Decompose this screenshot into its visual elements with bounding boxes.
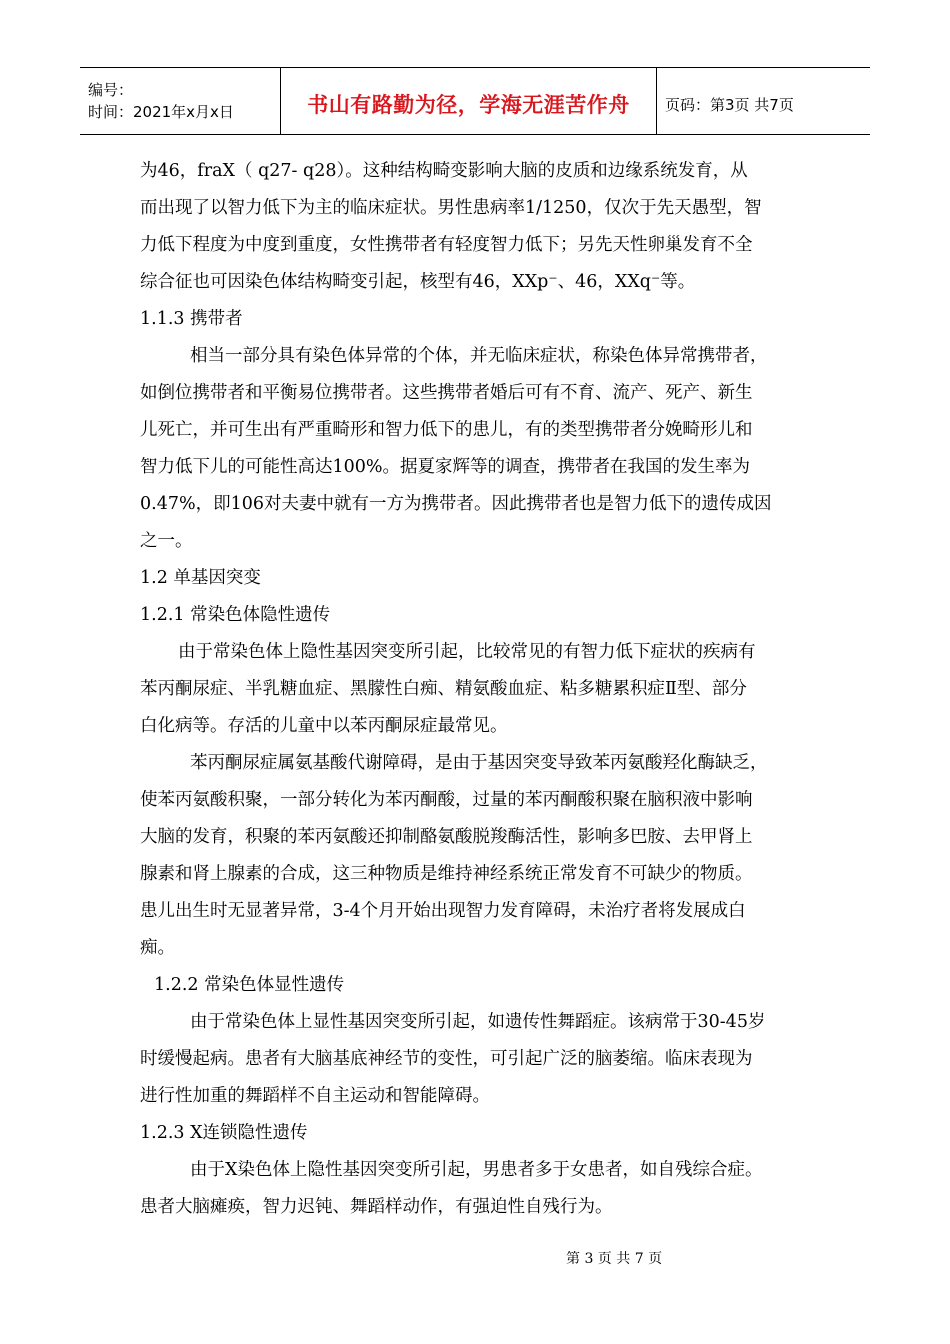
text-line: 1.2.3 X连锁隐性遗传 (140, 1123, 308, 1143)
text-line: 白化病等。存活的儿童中以苯丙酮尿症最常见。 (140, 716, 508, 736)
page-header (80, 67, 870, 135)
text-line: 使苯丙氨酸积聚，一部分转化为苯丙酮酸，过量的苯丙酮酸积聚在脑积液中影响 (140, 790, 753, 810)
text-line: 为46，fraX（ q27- q28）。这种结构畸变影响大脑的皮质和边缘系统发育，从 (140, 161, 748, 181)
text-line: 儿死亡，并可生出有严重畸形和智力低下的患儿，有的类型携带者分娩畸形儿和 (140, 420, 753, 440)
text-line: 患儿出生时无显著异常，3-4个月开始出现智力发育障碍，未治疗者将发展成白 (140, 901, 746, 921)
number-label: 编号： (88, 81, 134, 99)
page-info-text: 页码：第3页 共7页 (665, 95, 794, 114)
footer-page-number: 第 3 页 共 7 页 (566, 1251, 663, 1267)
text-line: 相当一部分具有染色体异常的个体，并无临床症状，称染色体异常携带者， (190, 346, 768, 366)
text-line: 苯丙酮尿症、半乳糖血症、黑朦性白痴、精氨酸血症、粘多糖累积症Ⅱ型、部分 (140, 679, 747, 699)
text-line: 进行性加重的舞蹈样不自主运动和智能障碍。 (140, 1086, 490, 1106)
text-line: 1.2.1 常染色体隐性遗传 (140, 605, 331, 625)
text-line: 力低下程度为中度到重度，女性携带者有轻度智力低下；另先天性卵巢发育不全 (140, 235, 753, 255)
text-line: 由于常染色体上显性基因突变所引起，如遗传性舞蹈症。该病常于30-45岁 (190, 1012, 766, 1032)
text-line: 智力低下儿的可能性高达100%。据夏家辉等的调查，携带者在我国的发生率为 (140, 457, 751, 477)
header-motto (281, 68, 657, 134)
text-line: 综合征也可因染色体结构畸变引起，核型有46，XXp⁻、46，XXq⁻等。 (140, 272, 696, 292)
text-line: 1.2 单基因突变 (140, 568, 261, 588)
time-label: 时间：2021年x月x日 (88, 103, 234, 121)
header-page-info (657, 68, 870, 134)
text-line: 1.1.3 携带者 (140, 309, 243, 329)
text-line: 痴。 (140, 938, 175, 958)
text-line: 如倒位携带者和平衡易位携带者。这些携带者婚后可有不育、流产、死产、新生 (140, 383, 753, 403)
text-line: 患者大脑瘫痪，智力迟钝、舞蹈样动作，有强迫性自残行为。 (140, 1197, 613, 1217)
text-line: 苯丙酮尿症属氨基酸代谢障碍，是由于基因突变导致苯丙氨酸羟化酶缺乏， (190, 753, 768, 773)
header-meta (80, 68, 281, 134)
document-body (140, 153, 840, 1226)
text-line: 而出现了以智力低下为主的临床症状。男性患病率1/1250，仅次于先天愚型，智 (140, 198, 762, 218)
text-line: 之一。 (140, 531, 193, 551)
text-line: 大脑的发育，积聚的苯丙氨酸还抑制酪氨酸脱羧酶活性，影响多巴胺、去甲肾上 (140, 827, 753, 847)
text-line: 由于X染色体上隐性基因突变所引起，男患者多于女患者，如自残综合症。 (190, 1160, 763, 1180)
text-line: 时缓慢起病。患者有大脑基底神经节的变性，可引起广泛的脑萎缩。临床表现为 (140, 1049, 753, 1069)
text-line: 由于常染色体上隐性基因突变所引起，比较常见的有智力低下症状的疾病有 (178, 642, 756, 662)
text-line: 腺素和肾上腺素的合成，这三种物质是维持神经系统正常发育不可缺少的物质。 (140, 864, 753, 884)
text-line: 1.2.2 常染色体显性遗传 (154, 975, 345, 995)
text-line: 0.47%，即106对夫妻中就有一方为携带者。因此携带者也是智力低下的遗传成因 (140, 494, 772, 514)
motto-text: 书山有路勤为径，学海无涯苦作舟 (307, 93, 630, 117)
